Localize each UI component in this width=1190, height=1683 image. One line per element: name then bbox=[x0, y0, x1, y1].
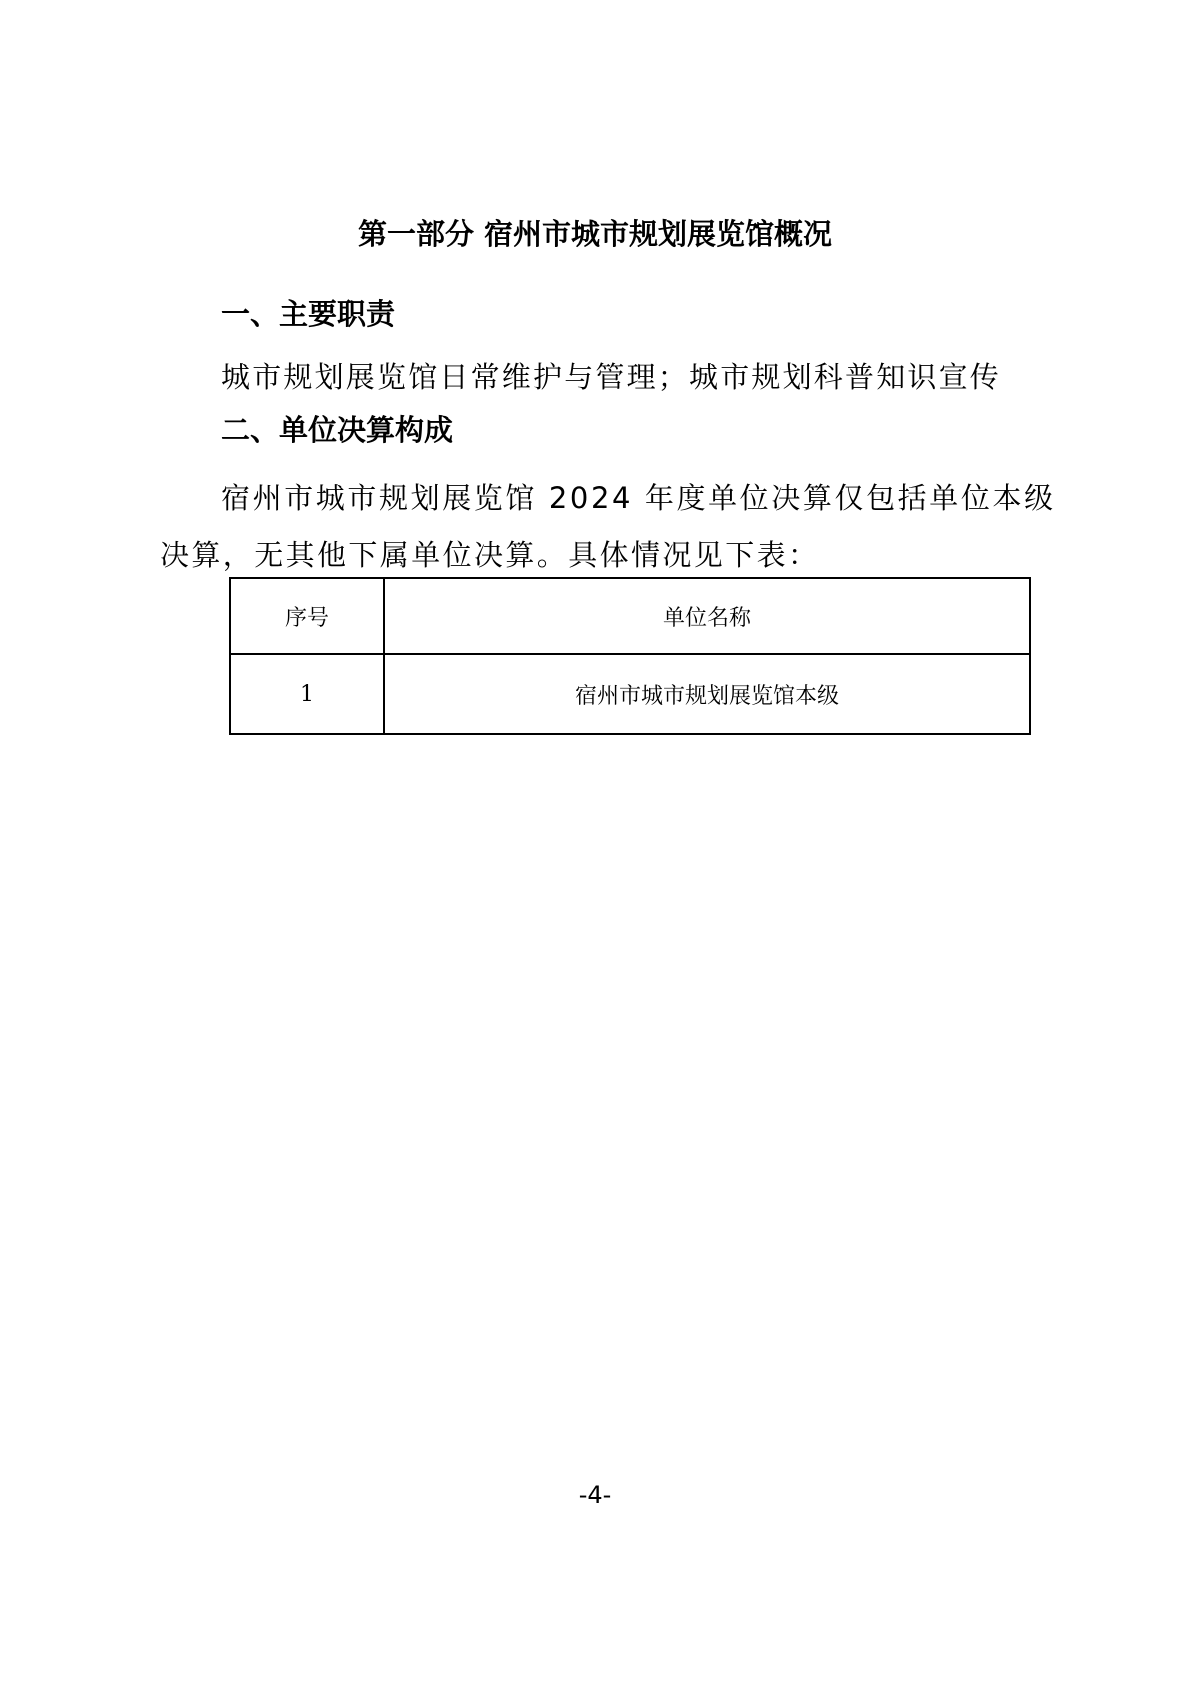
page-title: 第一部分 宿州市城市规划展览馆概况 bbox=[357, 217, 833, 251]
page-number: -4- bbox=[578, 1481, 612, 1509]
composition-text-line-1 bbox=[221, 478, 1056, 518]
composition-text-prefix: 宿州市城市规划展览馆 bbox=[221, 481, 538, 515]
table-row bbox=[230, 654, 1030, 734]
section-heading-duties: 一、主要职责 bbox=[221, 297, 396, 331]
section-heading-composition: 二、单位决算构成 bbox=[221, 413, 454, 447]
table-header-unit-name: 单位名称 bbox=[384, 578, 1030, 654]
table-header-index: 序号 bbox=[230, 578, 384, 654]
duties-text: 城市规划展览馆日常维护与管理；城市规划科普知识宣传 bbox=[221, 360, 1002, 394]
table-cell-index: 1 bbox=[230, 654, 384, 734]
composition-year: 2024 bbox=[548, 481, 634, 515]
composition-text-suffix: 年度单位决算仅包括单位本级 bbox=[644, 481, 1056, 515]
table-cell-unit-name: 宿州市城市规划展览馆本级 bbox=[384, 654, 1030, 734]
unit-table bbox=[229, 577, 1031, 735]
table-header-row bbox=[230, 578, 1030, 654]
composition-text-line-2: 决算，无其他下属单位决算。具体情况见下表： bbox=[160, 538, 820, 572]
